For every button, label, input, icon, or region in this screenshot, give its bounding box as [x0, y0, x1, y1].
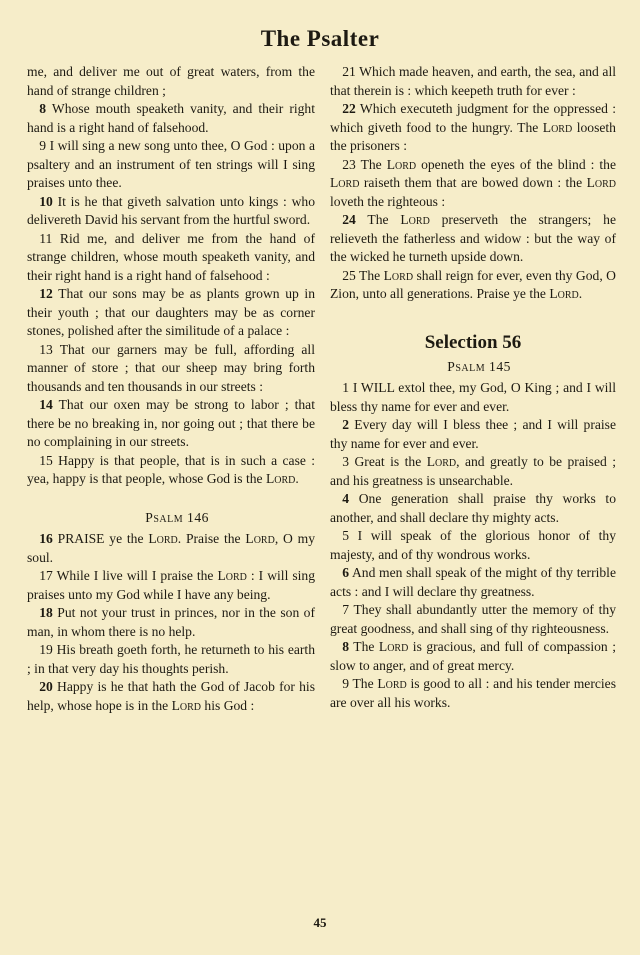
verse-number: 14 — [39, 397, 53, 412]
verse-number: 25 — [342, 267, 356, 283]
verse-number: 8 — [342, 639, 350, 654]
verse-7: 7 They shall abundantly utter the memory of thy great goodness, and shall sing of thy righteousness. — [330, 602, 616, 636]
verse-9: 9 The Lord is good to all : and his tender mercies are over all his works. — [330, 676, 616, 710]
verse-10: 10 It is he that giveth salvation unto kings : who delivereth David his servant from the hurtful sword. — [27, 193, 315, 227]
page-number: 45 — [313, 915, 327, 930]
verse-19: 19 His breath goeth forth, he returneth to his earth ; in that very day his thoughts perish. — [27, 642, 316, 676]
verse-2: 2 Every day will I bless thee ; and I will praise thy name for ever and ever. — [330, 417, 616, 451]
verse-5: 5 I will speak of the glorious honor of thy majesty, and of thy wondrous works. — [330, 528, 616, 562]
verse-14: 14 That our oxen may be strong to labor ; that there be no breaking in, nor going out ; that there be no complaining in our streets. — [27, 397, 315, 449]
verse-18: 18 Put not your trust in princes, nor in the son of man, in whom there is no help. — [27, 605, 316, 639]
verse-17: 17 While I live will I praise the Lord : I will sing praises unto my God while I have any being. — [27, 568, 316, 602]
verse-8: 8 The Lord is gracious, and full of compassion ; slow to anger, and of great mercy. — [330, 639, 616, 673]
verse-number: 20 — [39, 679, 53, 694]
verse-number: 15 — [39, 452, 53, 468]
verse-number: 2 — [342, 417, 350, 432]
verse-number: 21 — [342, 64, 356, 79]
verse-1: 1 I WILL extol thee, my God, O King ; and I will bless thy name for ever and ever. — [330, 380, 616, 414]
verse-number: 12 — [39, 286, 53, 301]
verse-number: 19 — [39, 642, 53, 657]
verse-number: 16 — [39, 531, 53, 546]
verse-number: 13 — [39, 341, 53, 357]
verse-22: 22 Which executeth judgment for the oppressed : which giveth food to the hungry. The Lord looseth the prisoners : — [330, 101, 616, 153]
psalm-145-heading: Psalm 145 — [447, 358, 511, 374]
verse-3: 3 Great is the Lord, and greatly to be praised ; and his greatness is unsearchable. — [330, 454, 616, 488]
verse-15: 15 Happy is that people, that is in such a case : yea, happy is that people, whose God is the Lord. — [27, 452, 315, 486]
verse-number: 7 — [342, 602, 350, 617]
verse-number: 8 — [39, 101, 47, 116]
verse-number: 9 — [342, 676, 350, 691]
verse-4: 4 One generation shall praise thy works to another, and shall declare thy mighty acts. — [330, 491, 616, 525]
verse-number: 3 — [342, 454, 350, 469]
verse-9: 9 I will sing a new song unto thee, O God : upon a psaltery and an instrument of ten strings will I sing praises unto thee. — [27, 138, 315, 190]
verse-12: 12 That our sons may be as plants grown up in their youth ; that our daughters may be as corner stones, polished after the similitude of a palace : — [27, 286, 315, 338]
verse-7-continuation: me, and deliver me out of great waters, from the hand of strange children ; — [27, 64, 315, 98]
verse-number: 22 — [342, 101, 356, 116]
verse-number: 9 — [39, 138, 47, 153]
verse-number: 10 — [39, 193, 53, 209]
verse-13: 13 That our garners may be full, affording all manner of store ; that our sheep may bring forth thousands and ten thousands in our streets : — [27, 341, 315, 394]
verse-21: 21 Which made heaven, and earth, the sea, and all that therein is : which keepeth truth for ever : — [330, 64, 616, 98]
verse-number: 1 — [342, 380, 350, 395]
psalm-146-heading: Psalm 146 — [145, 509, 209, 525]
verse-number: 4 — [342, 491, 350, 506]
verse-number: 23 — [342, 156, 356, 172]
verse-number: 6 — [342, 565, 350, 580]
left-column — [27, 63, 315, 715]
right-column — [330, 63, 616, 712]
verse-number: 11 — [39, 230, 53, 246]
verse-16: 16 PRAISE ye the Lord. Praise the Lord, O my soul. — [27, 531, 316, 565]
verse-20: 20 Happy is he that hath the God of Jacob for his help, whose hope is in the Lord his God : — [27, 679, 315, 713]
verse-25: 25 The Lord shall reign for ever, even thy God, O Zion, unto all generations. Praise ye the Lord. — [330, 267, 616, 301]
running-header: The Psalter — [260, 26, 380, 51]
verse-number: 18 — [39, 605, 53, 620]
verse-6: 6 And men shall speak of the might of thy terrible acts : and I will declare thy greatness. — [330, 565, 616, 599]
selection-heading: Selection 56 — [424, 331, 522, 353]
verse-8: 8 Whose mouth speaketh vanity, and their right hand is a right hand of falsehood. — [27, 101, 315, 135]
verse-24: 24 The Lord preserveth the strangers; he relieveth the fatherless and widow : but the way of the wicked he turneth upside down. — [330, 212, 616, 264]
verse-23: 23 The Lord openeth the eyes of the blind : the Lord raiseth them that are bowed down : the Lord loveth the righteous : — [330, 156, 616, 209]
verse-number: 24 — [342, 212, 356, 227]
verse-11: 11 Rid me, and deliver me from the hand of strange children, whose mouth speaketh vanity, and their right hand is a right hand of falsehood : — [27, 230, 315, 283]
verse-number: 5 — [342, 528, 350, 543]
verse-number: 17 — [39, 568, 53, 583]
